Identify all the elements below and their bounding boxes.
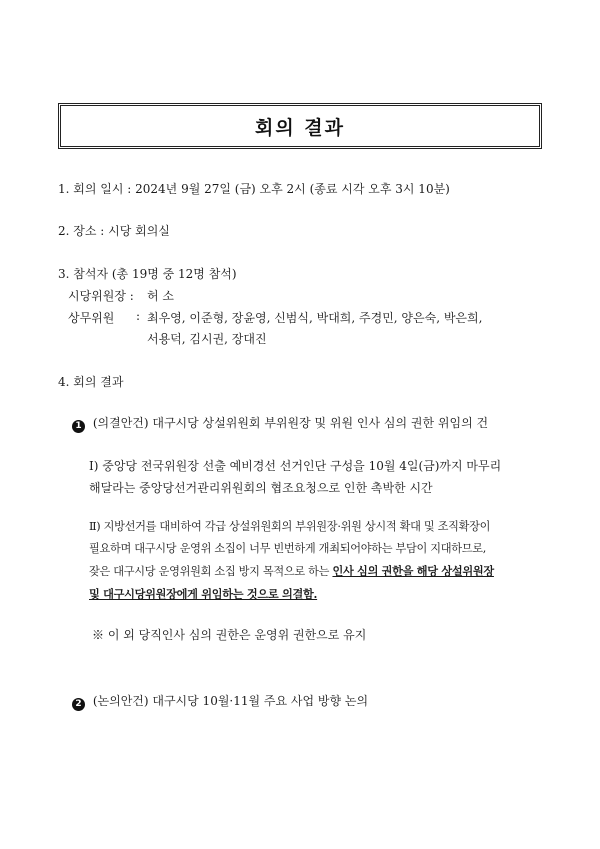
agenda1-note: ※ 이 외 당직인사 심의 권한은 운영위 권한으로 유지 — [92, 628, 367, 642]
reason2-line4-emphasis: 및 대구시당위원장에게 위임하는 것으로 의결함. — [89, 587, 318, 601]
page-title: 회의 결과 — [254, 116, 346, 139]
reason1 — [89, 455, 544, 499]
reason2 — [89, 516, 544, 606]
reason2-mark: Ⅱ) — [89, 520, 101, 533]
standing-members-line1: 최우영, 이준형, 장윤영, 신범식, 박대희, 주경민, 양은숙, 박은희, — [147, 311, 483, 325]
meeting-date: 1. 회의 일시 : 2024년 9월 27일 (금) 오후 2시 (종료 시각 오후 3시 10분) — [58, 182, 450, 196]
agenda1-bullet: 1 — [72, 420, 85, 433]
reason2-line1: 지방선거를 대비하여 각급 상설위원회의 부위원장·위원 상시적 확대 및 조직확장이 — [103, 520, 491, 533]
agenda1-line — [72, 414, 488, 433]
standing-label: 상무위원 — [68, 311, 115, 325]
reason1-line2: 해달라는 중앙당선거관리위원회의 협조요청으로 인한 촉박한 시간 — [89, 481, 433, 495]
agenda2-text: (논의안건) 대구시당 10월·11월 주요 사업 방향 논의 — [92, 694, 369, 708]
agenda2-bullet: 2 — [72, 698, 85, 711]
reason2-line3-plain: 잦은 대구시당 운영위원회 소집 방지 목적으로 하는 — [89, 565, 333, 578]
reason1-line1: 중앙당 전국위원장 선출 예비경선 선거인단 구성을 10월 4일(금)까지 마무리 — [102, 459, 502, 473]
chair-name: 허 소 — [147, 289, 174, 303]
title-box — [58, 103, 542, 149]
attendees-heading: 3. 참석자 (총 19명 중 12명 참석) — [58, 267, 237, 281]
meeting-place: 2. 장소 : 시당 회의실 — [58, 224, 170, 238]
reason1-mark: Ⅰ) — [89, 459, 99, 473]
standing-separator: : — [136, 309, 141, 323]
result-heading: 4. 회의 결과 — [58, 375, 124, 389]
chair-label: 시당위원장 : — [68, 289, 134, 303]
standing-members-line2: 서용덕, 김시권, 장대진 — [147, 332, 267, 346]
agenda1-text: (의결안건) 대구시당 상설위원회 부위원장 및 위원 인사 심의 권한 위임의 건 — [92, 416, 489, 430]
reason2-line3-emphasis: 인사 심의 권한을 해당 상설위원장 — [332, 564, 494, 578]
reason2-line2: 필요하며 대구시당 운영위 소집이 너무 빈번하게 개최되어야하는 부담이 지대하므로, — [89, 542, 487, 555]
agenda2-line — [72, 692, 368, 711]
